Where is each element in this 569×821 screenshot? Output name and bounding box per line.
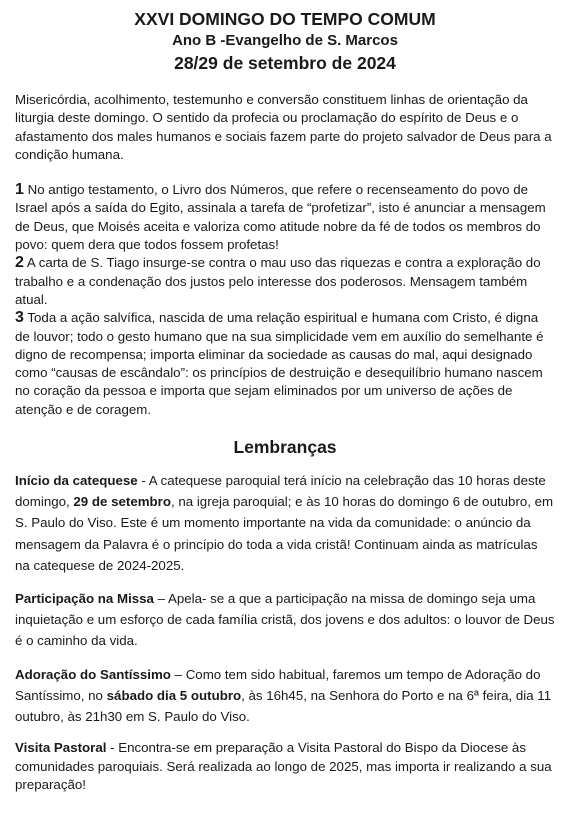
reminders-title: Lembranças (233, 437, 337, 458)
point-text: Toda a ação salvífica, nascida de uma relação espiritual e humana com Cristo, é digna de louvor; todo o gesto humano que na sua simplicidade vem em auxílio do semelhante é digno de recompensa; importa eliminar da sociedade as causas do mal, aqui designado como “causas de escândalo”: os princípios de destruição e desequilíbrio humano nascem no coração da pessoa e importa que sejam eliminados por um universo de ações de atenção e de coragem. (15, 310, 544, 417)
point-number: 2 (15, 254, 24, 272)
point-number: 1 (15, 181, 24, 199)
reminder-emphasis: sábado dia 5 outubro (106, 687, 242, 703)
reminder-adoracao (15, 664, 555, 728)
page-date: 28/29 de setembro de 2024 (174, 53, 396, 73)
point-3 (15, 309, 555, 419)
reminder-text: – Apela- se a que a participação na missa de domingo seja uma inquietação e um esforço de cada família cristã, dos jovens e dos adultos: o louvor de Deus é o caminho da vida. (15, 591, 555, 649)
reminder-label: Adoração do Santíssimo (15, 666, 171, 682)
reminder-text: , às 16h45, na Senhora do Porto e na 6ª feira, dia 11 outubro, às 21h30 em S. Paulo do Viso. (15, 687, 552, 725)
point-text: No antigo testamento, o Livro dos Números, que refere o recenseamento do povo de Israel após a saída do Egito, assinala a tarefa de “profetizar”, isto é anunciar a mensagem de Deus, que Moisés aceita e valoriza como atitude nobre da fé de todos os membros do povo: quem dera que todos fossem profetas! (15, 182, 546, 253)
reminder-label: Início da catequese (15, 473, 138, 489)
reminder-text: - Encontra-se em preparação a Visita Pastoral do Bispo da Diocese às comunidades paroquiais. Será realizada ao longo de 2025, mas importa ir realizando a sua preparação! (15, 740, 552, 793)
reminder-label: Participação na Missa (15, 591, 154, 607)
reminder-catequese (15, 470, 555, 576)
header (15, 9, 555, 75)
reminder-visita (15, 739, 555, 795)
point-text: A carta de S. Tiago insurge-se contra o mau uso das riquezas e contra a exploração do trabalho e a condenação dos justos pelo interesse dos poderosos. Mensagem também atual. (15, 255, 541, 307)
point-number: 3 (15, 309, 24, 327)
reminder-text: – Como tem sido habitual, faremos um tempo de Adoração do Santíssimo, no (15, 666, 541, 703)
reminder-label: Visita Pastoral (15, 740, 107, 756)
reminder-missa (15, 588, 555, 652)
reminder-text: - A catequese paroquial terá início na celebração das 10 horas deste domingo, (15, 473, 546, 510)
point-2 (15, 254, 555, 309)
reminder-emphasis: 29 de setembro (73, 494, 171, 510)
intro-paragraph: Misericórdia, acolhimento, testemunho e conversão constituem linhas de orientação da liturgia deste domingo. O sentido da profecia ou proclamação do espírito de Deus e o afastamento dos males humanos e sociais fazem parte do projeto salvador de Deus para a condição humana. (15, 92, 552, 162)
point-1 (15, 181, 555, 254)
points-list (15, 181, 555, 419)
page-subtitle: Ano B -Evangelho de S. Marcos (172, 32, 398, 49)
reminder-text: , na igreja paroquial; e às 10 horas do domingo 6 de outubro, em S. Paulo do Viso. Este é um momento importante na vida da comunidade: o anúncio da mensagem da Palavra é o princípio do toda a vida cristã! Continuam ainda as matrículas na catequese de 2024-2025. (15, 494, 554, 573)
page-title: XXVI DOMINGO DO TEMPO COMUM (134, 9, 436, 29)
